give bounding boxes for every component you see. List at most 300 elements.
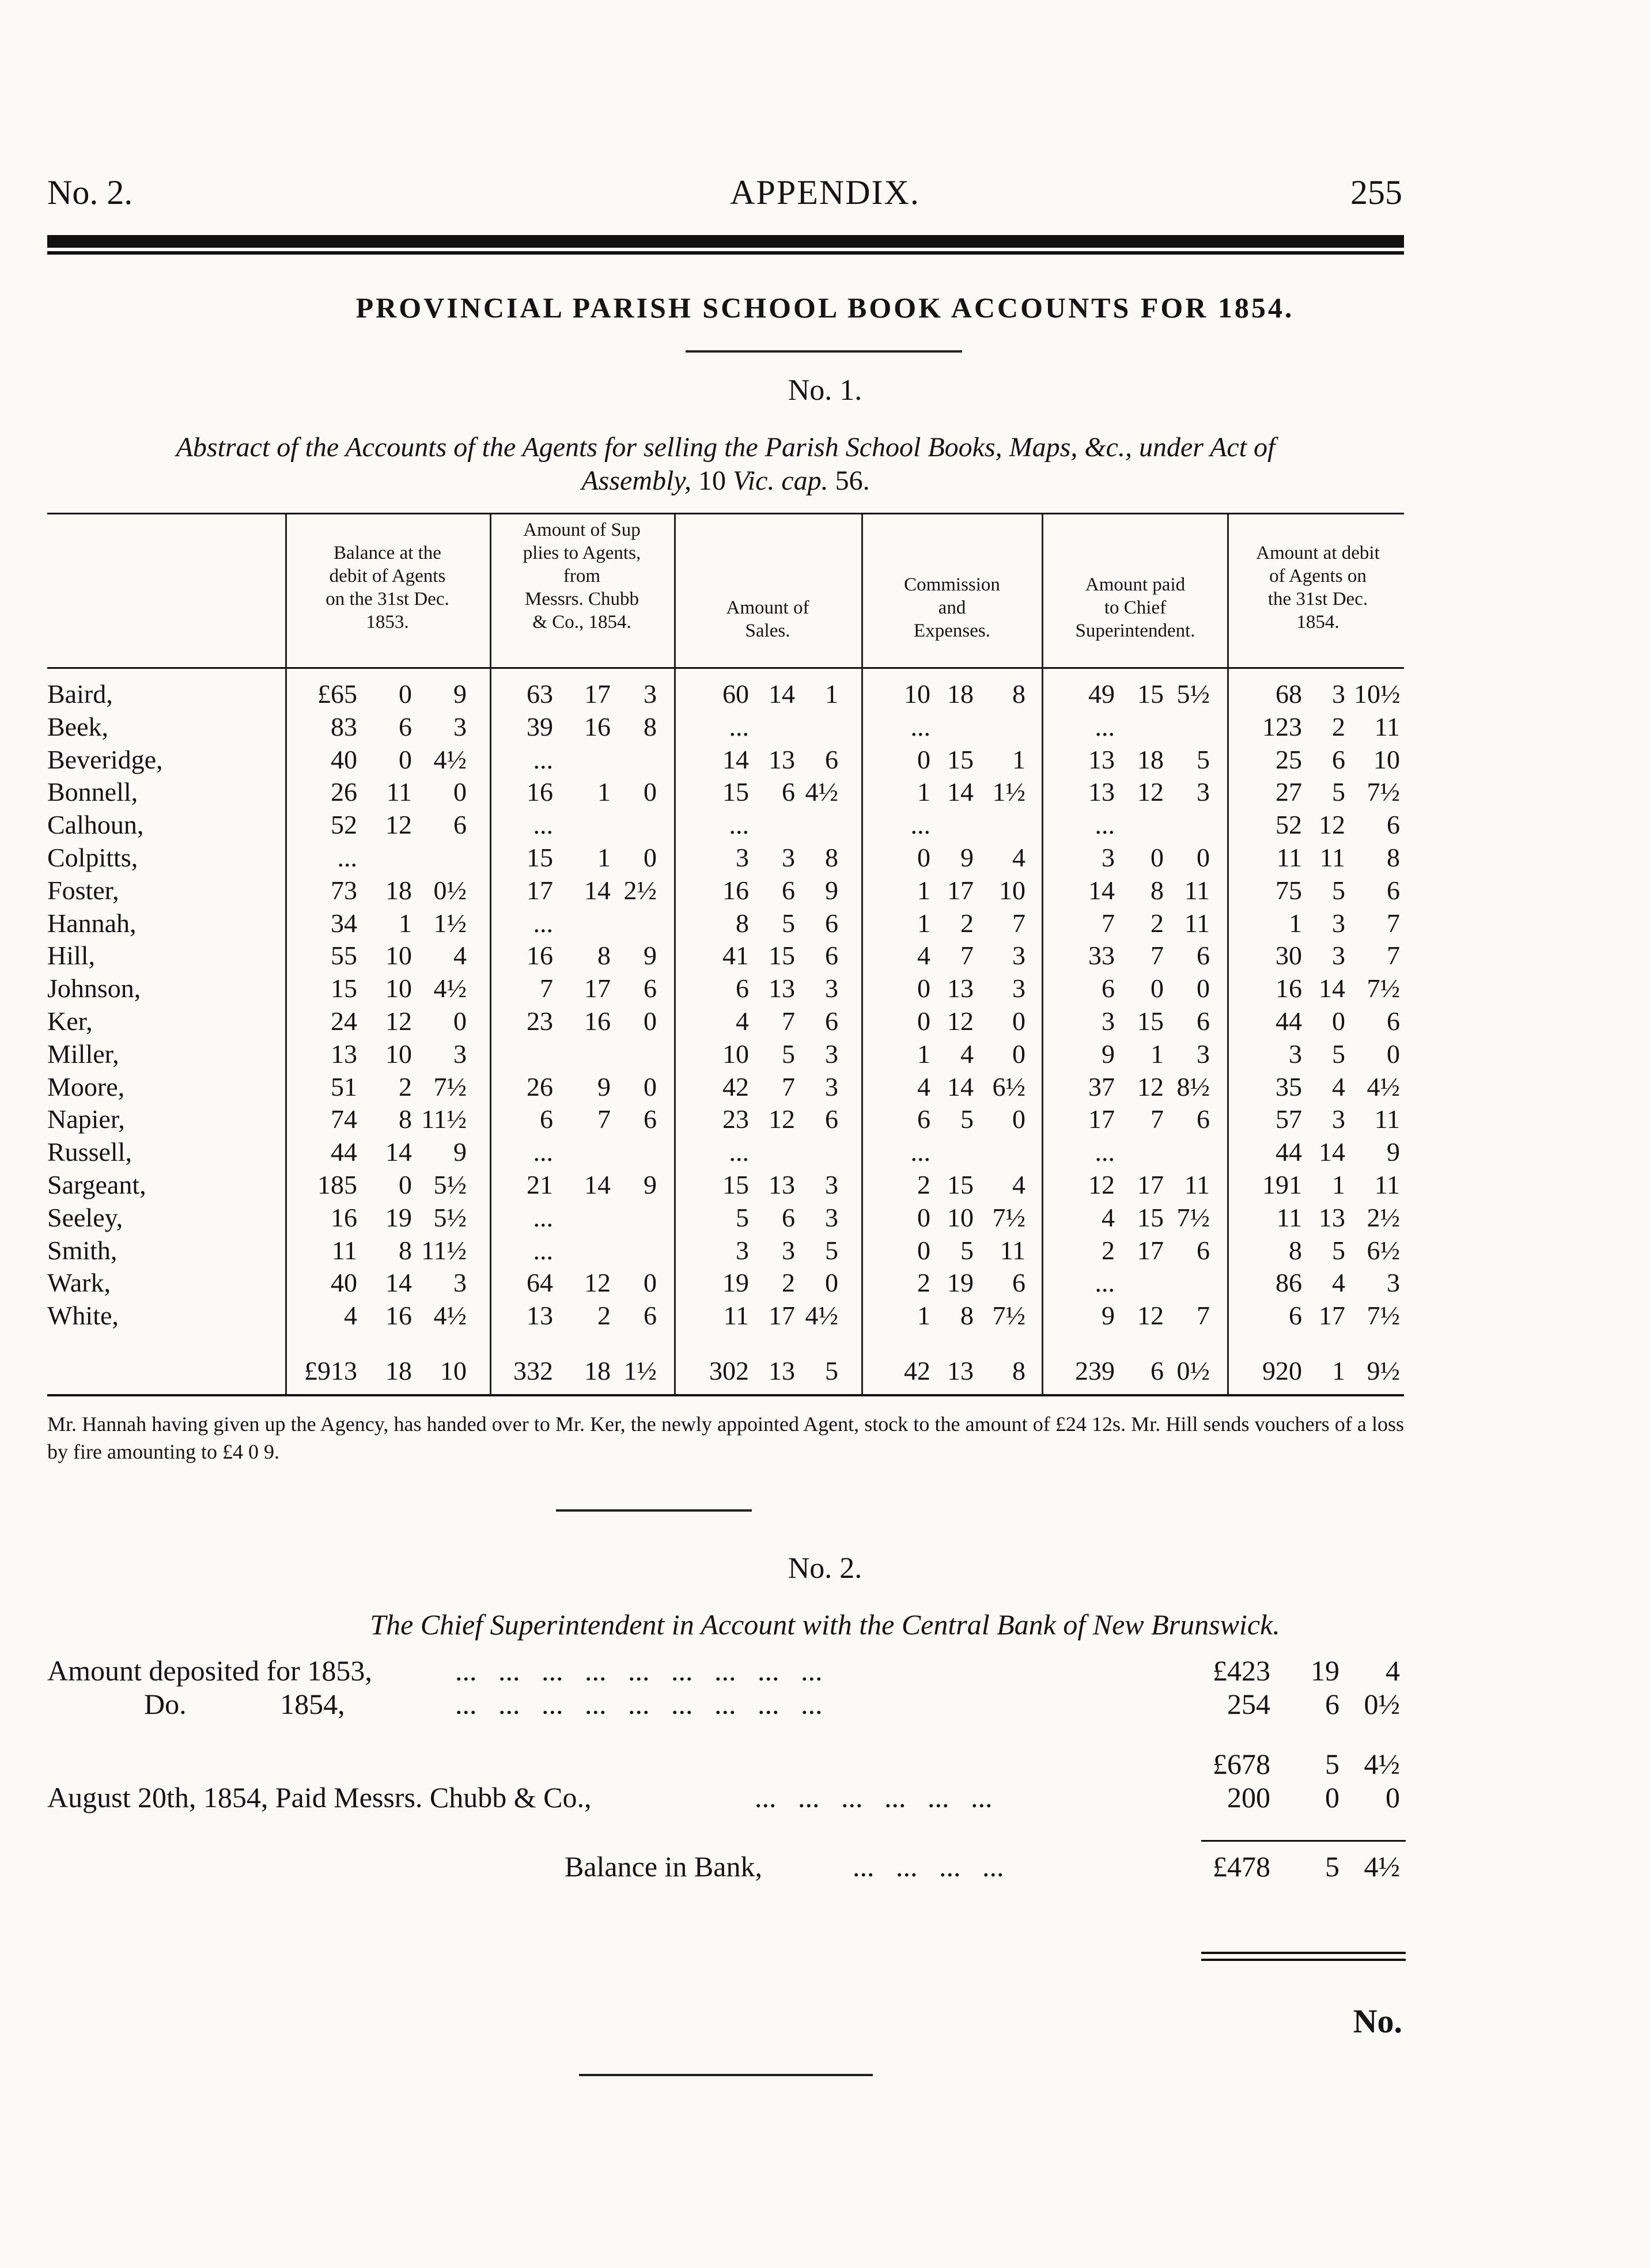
pounds-cell: 9 [1102,1039,1115,1069]
pounds-cell: 4 [344,1301,357,1331]
shillings-cell: 17 [1137,1170,1164,1199]
pounds-cell: 17 [1088,1104,1115,1134]
shillings-cell: 10 [385,1039,412,1069]
pounds-cell: 41 [722,941,749,971]
pence-cell: 3 [1012,941,1025,971]
shillings-cell: 3 [1332,941,1345,971]
pence-cell: 2½ [623,875,657,905]
shillings-cell: 8 [597,941,611,971]
pence-cell: 4½ [1364,1850,1400,1883]
pounds-cell: 3 [1289,1039,1302,1069]
shillings-cell: 6 [1151,1356,1164,1385]
column-header-sales: Amount of Sales. [726,597,809,641]
pence-cell: 7½ [1367,777,1400,807]
pence-cell: 9 [644,941,657,971]
shillings-cell: 17 [1319,1301,1345,1331]
pounds-cell: 254 [1227,1688,1270,1720]
pounds-cell: 3 [736,843,749,872]
pence-cell: 3 [644,679,657,709]
shillings-cell: 14 [584,1170,611,1199]
pounds-cell: 74 [331,1104,357,1134]
pence-cell: 3 [825,1039,838,1069]
table-row [0,1235,1650,1267]
shillings-cell: 7 [1151,941,1164,971]
pence-cell: 8½ [1176,1071,1210,1101]
shillings-cell: 2 [960,908,974,938]
sum-rule [1201,1840,1406,1842]
shillings-cell: 15 [1137,1202,1164,1232]
double-rule-top [1201,1952,1406,1954]
pounds-cell: 33 [1088,941,1115,971]
table-row [0,875,1650,907]
pence-cell: 4 [1012,843,1025,872]
pounds-cell: 57 [1276,1104,1302,1134]
shillings-cell: 2 [1151,908,1164,938]
pounds-cell: ... [533,744,553,774]
shillings-cell: 8 [960,1301,974,1331]
pence-cell: 4½ [805,777,838,807]
shillings-cell: 15 [769,941,795,971]
pounds-cell: £913 [304,1356,357,1385]
shillings-cell: 17 [584,974,611,1004]
pence-cell: 6½ [1367,1235,1400,1265]
pounds-cell: 60 [722,679,749,709]
table-row [0,711,1650,744]
pence-cell: 0 [644,777,657,807]
pounds-cell: 19 [722,1268,749,1298]
pence-cell: 4½ [1367,1071,1400,1101]
shillings-cell: 15 [947,744,974,774]
pence-cell: 9 [825,875,838,905]
shillings-cell: 14 [947,777,974,807]
agent-name: Beek, [47,711,109,741]
pounds-cell: ... [910,711,930,741]
pence-cell: 11 [1184,1170,1210,1199]
shillings-cell: 12 [584,1268,611,1298]
pence-cell: 6 [644,1301,657,1331]
pence-cell: 0½ [1364,1688,1400,1720]
pounds-cell: 52 [1276,810,1302,840]
shillings-cell: 8 [1151,875,1164,905]
shillings-cell: 2 [782,1268,795,1298]
pounds-cell: 21 [527,1170,553,1199]
pounds-cell: 16 [722,875,749,905]
pounds-cell: 1 [917,1301,930,1331]
pence-cell: 4 [1012,1170,1025,1199]
pounds-cell: 3 [1102,1006,1115,1036]
pence-cell: 0 [825,1268,838,1298]
table-row [0,1104,1650,1136]
pounds-cell: 25 [1276,744,1302,774]
pounds-cell: 4 [1102,1202,1115,1232]
shillings-cell: 12 [1137,1301,1164,1331]
shillings-cell: 12 [947,1006,974,1036]
pence-cell: 9 [1387,1137,1400,1167]
table-bottom-rule [47,1394,1404,1396]
agent-name: Russell, [47,1137,132,1167]
shillings-cell: 5 [1332,1235,1345,1265]
account-line [0,1747,1650,1779]
pence-cell: 6 [1197,941,1210,971]
pounds-cell: £65 [317,679,357,709]
pence-cell: 5½ [1176,679,1210,709]
pounds-cell: 17 [527,875,553,905]
agent-name: Miller, [47,1039,119,1069]
pence-cell: 6 [1387,875,1400,905]
pounds-cell: ... [729,1137,749,1167]
pounds-cell: 27 [1276,777,1302,807]
shillings-cell: 16 [385,1301,412,1331]
agent-name: Baird, [47,679,113,709]
pence-cell: 8 [1012,1356,1025,1385]
shillings-cell: 9 [597,1071,611,1101]
shillings-cell: 1 [399,908,412,938]
table-row [0,1071,1650,1104]
shillings-cell: 17 [1137,1235,1164,1265]
pence-cell: 1½ [433,908,467,938]
pence-cell: 0 [1012,1006,1025,1036]
pence-cell: 11½ [421,1235,467,1265]
shillings-cell: 17 [584,679,611,709]
pence-cell: 6 [825,941,838,971]
pounds-cell: 42 [904,1356,930,1385]
shillings-cell: 1 [1332,1356,1345,1385]
pounds-cell: 2 [917,1170,930,1199]
pence-cell: 6 [825,908,838,938]
pence-cell: 8 [644,711,657,741]
pounds-cell: 0 [917,1235,930,1265]
pounds-cell: 51 [331,1071,357,1101]
pounds-cell: 0 [917,1202,930,1232]
pence-cell: 6½ [992,1071,1025,1101]
pence-cell: 4 [453,941,467,971]
shillings-cell: 10 [947,1202,974,1232]
shillings-cell: 0 [399,744,412,774]
shillings-cell: 9 [960,843,974,872]
shillings-cell: 13 [947,1356,974,1385]
shillings-cell: 11 [1319,843,1345,872]
shillings-cell: 13 [947,974,974,1004]
pence-cell: 11 [1000,1235,1025,1265]
shillings-cell: 12 [1137,1071,1164,1101]
pence-cell: 3 [1387,1268,1400,1298]
shillings-cell: 16 [584,711,611,741]
pounds-cell: 40 [331,1268,357,1298]
shillings-cell: 3 [1332,1104,1345,1134]
pence-cell: 4 [1386,1654,1400,1687]
pounds-cell: 12 [1088,1170,1115,1199]
pence-cell: 0 [1387,1039,1400,1069]
pence-cell: 3 [453,1039,467,1069]
shillings-cell: 1 [1151,1039,1164,1069]
pence-cell: 3 [1012,974,1025,1004]
shillings-cell: 14 [584,875,611,905]
table-row [0,1169,1650,1202]
totals-row [0,1356,1650,1388]
pence-cell: 0 [1197,843,1210,872]
column-header-supplies: Amount of Sup plies to Agents, from Messrs. Chubb & Co., 1854. [523,520,641,633]
pounds-cell: ... [1095,711,1115,741]
shillings-cell: 19 [385,1202,412,1232]
header-rule [47,235,1404,248]
agent-name: Johnson, [47,974,141,1004]
pence-cell: 7½ [1367,1301,1400,1331]
pounds-cell: ... [729,711,749,741]
pence-cell: 6 [825,1104,838,1134]
pounds-cell: 9 [1102,1301,1115,1331]
pounds-cell: 13 [527,1301,553,1331]
table-row [0,1137,1650,1169]
pounds-cell: 200 [1227,1781,1270,1813]
pounds-cell: 1 [917,908,930,938]
shillings-cell: 18 [584,1356,611,1385]
pence-cell: 4½ [1364,1748,1400,1780]
pounds-cell: 13 [1088,744,1115,774]
shillings-cell: 15 [1137,679,1164,709]
shillings-cell: 18 [385,875,412,905]
pence-cell: 11 [1374,1104,1400,1134]
pence-cell: 11 [1374,711,1400,741]
agent-name: Hannah, [47,908,137,938]
shillings-cell: 7 [597,1104,611,1134]
pounds-cell: 16 [1276,974,1302,1004]
pence-cell: 8 [1387,843,1400,872]
pence-cell: 0 [644,1268,657,1298]
account-line [0,1653,1650,1686]
pence-cell: 3 [825,1071,838,1101]
pence-cell: 6 [1197,1006,1210,1036]
account-line-label: August 20th, 1854, Paid Messrs. Chubb & Co., [47,1781,592,1813]
section1-abstract: Abstract of the Accounts of the Agents for selling the Parish School Books, Maps, &c., under Act of Assembly, 10 Vic. cap. 56. [176,432,1276,496]
pounds-cell: 37 [1088,1071,1115,1101]
pounds-cell: ... [533,1137,553,1167]
pounds-cell: 920 [1262,1356,1302,1385]
running-head: APPENDIX. [730,173,920,211]
pounds-cell: 26 [527,1071,553,1101]
shillings-cell: 15 [1137,1006,1164,1036]
shillings-cell: 19 [947,1268,974,1298]
agent-name: Hill, [47,941,96,971]
shillings-cell: 0 [1325,1781,1339,1813]
pounds-cell: 15 [527,843,553,872]
pence-cell: 7 [1387,941,1400,971]
shillings-cell: 17 [947,875,974,905]
pence-cell: 6 [825,1006,838,1036]
pounds-cell: 52 [331,810,357,840]
shillings-cell: 4 [1332,1268,1345,1298]
leader-dots: ... ... ... ... ... ... [755,1781,993,1813]
agent-name: Calhoun, [47,810,144,840]
pounds-cell: 15 [722,1170,749,1199]
shillings-cell: 4 [1332,1071,1345,1101]
pounds-cell: 49 [1088,679,1115,709]
pounds-cell: ... [1095,810,1115,840]
pounds-cell: 3 [1102,843,1115,872]
pounds-cell: 11 [331,1235,357,1265]
account-line [0,1780,1650,1812]
pounds-cell: 0 [917,744,930,774]
shillings-cell: 1 [597,777,611,807]
shillings-cell: 14 [1319,1137,1345,1167]
shillings-cell: 3 [1332,908,1345,938]
shillings-cell: 1 [597,843,611,872]
shillings-cell: 5 [960,1235,974,1265]
pounds-cell: 6 [1289,1301,1302,1331]
pence-cell: 3 [825,1202,838,1232]
pounds-cell: 35 [1276,1071,1302,1101]
pounds-cell: 5 [736,1202,749,1232]
pounds-cell: ... [1095,1137,1115,1167]
pence-cell: 7 [1387,908,1400,938]
pence-cell: 0½ [433,875,467,905]
pence-cell: 7½ [992,1301,1025,1331]
section2-number: No. 2. [788,1552,862,1585]
shillings-cell: 12 [1319,810,1345,840]
shillings-cell: 12 [1137,777,1164,807]
pence-cell: 1 [1012,744,1025,774]
agent-name: Foster, [47,875,119,905]
shillings-cell: 19 [1311,1654,1339,1687]
pence-cell: 7 [1197,1301,1210,1331]
shillings-cell: 7 [782,1006,795,1036]
pence-cell: 3 [1197,1039,1210,1069]
pence-cell: 9 [644,1170,657,1199]
pounds-cell: ... [910,810,930,840]
shillings-cell: 5 [1325,1748,1339,1780]
shillings-cell: 16 [584,1006,611,1036]
table-header-rule [47,667,1404,669]
pence-cell: 3 [1197,777,1210,807]
pounds-cell: 239 [1075,1356,1115,1385]
shillings-cell: 6 [1332,744,1345,774]
pounds-cell: 123 [1262,711,1302,741]
pence-cell: 3 [825,1170,838,1199]
agent-name: Beveridge, [47,744,163,774]
pounds-cell: 4 [917,1071,930,1101]
pence-cell: 6 [1197,1235,1210,1265]
pounds-cell: 1 [917,875,930,905]
pence-cell: 5½ [433,1170,467,1199]
pounds-cell: 73 [331,875,357,905]
pence-cell: 4½ [805,1301,838,1331]
pounds-cell: £423 [1213,1654,1270,1687]
shillings-cell: 7 [960,941,974,971]
pounds-cell: 34 [331,908,357,938]
shillings-cell: 14 [385,1137,412,1167]
agent-name: Smith, [47,1235,118,1265]
pence-cell: 0 [453,1006,467,1036]
pence-cell: 7½ [1176,1202,1210,1232]
shillings-cell: 10 [385,974,412,1004]
pounds-cell: 44 [331,1137,357,1167]
pence-cell: 1½ [623,1356,657,1385]
shillings-cell: 0 [1151,974,1164,1004]
pence-cell: 0 [1012,1104,1025,1134]
shillings-cell: 13 [769,1170,795,1199]
agent-name: Bonnell, [47,777,138,807]
pounds-cell: 75 [1276,875,1302,905]
pence-cell: 10 [1373,744,1400,774]
agent-name: Seeley, [47,1202,123,1232]
pounds-cell: 8 [736,908,749,938]
pounds-cell: 10 [904,679,930,709]
page-number: 255 [1350,173,1402,211]
shillings-cell: 6 [782,777,795,807]
column-header-balance-1853: Balance at the debit of Agents on the 31st Dec. 1853. [326,543,449,633]
pence-cell: 0 [1012,1039,1025,1069]
pence-cell: 0 [644,1071,657,1101]
leader-dots: ... ... ... ... ... ... ... ... ... [455,1688,823,1720]
pence-cell: 2½ [1367,1202,1400,1232]
table-row [0,1006,1650,1038]
pounds-cell: 14 [722,744,749,774]
pence-cell: 6 [1197,1104,1210,1134]
shillings-cell: 5 [1332,875,1345,905]
pence-cell: 6 [1387,810,1400,840]
pounds-cell: 23 [527,1006,553,1036]
shillings-cell: 6 [399,711,412,741]
pounds-cell: ... [533,908,553,938]
leader-dots: ... ... ... ... [853,1850,1004,1883]
shillings-cell: 12 [769,1104,795,1134]
table-top-rule [47,513,1404,514]
table-row [0,940,1650,972]
pounds-cell: 23 [722,1104,749,1134]
pounds-cell: 332 [513,1356,553,1385]
column-header-paid-superintendent: Amount paid to Chief Superintendent. [1075,574,1195,641]
pence-cell: 1½ [992,777,1025,807]
pounds-cell: 86 [1276,1268,1302,1298]
column-header-balance-1854: Amount at debit of Agents on the 31st Dec. 1854. [1256,543,1380,633]
pounds-cell: 6 [917,1104,930,1134]
pounds-cell: 6 [1102,974,1115,1004]
shillings-cell: 0 [399,679,412,709]
account-line-label: Do. 1854, [144,1688,345,1720]
pounds-cell: 2 [917,1268,930,1298]
shillings-cell: 5 [782,1039,795,1069]
pounds-cell: ... [533,810,553,840]
pounds-cell: ... [1095,1268,1115,1298]
table-row [0,842,1650,874]
table-row [0,1039,1650,1071]
shillings-cell: 0 [1332,1006,1345,1036]
shillings-cell: 10 [385,941,412,971]
pounds-cell: 44 [1276,1137,1302,1167]
pence-cell: 6 [644,974,657,1004]
shillings-cell: 15 [947,1170,974,1199]
pounds-cell: 7 [540,974,553,1004]
title-divider [686,350,962,353]
pounds-cell: 1 [1289,908,1302,938]
shillings-cell: 13 [769,744,795,774]
pounds-cell: 6 [736,974,749,1004]
pence-cell: 5 [825,1235,838,1265]
leader-dots: ... ... ... ... ... ... ... ... ... [455,1654,823,1687]
pounds-cell: 24 [331,1006,357,1036]
pounds-cell: ... [533,1202,553,1232]
agent-name: Sargeant, [47,1170,146,1199]
shillings-cell: 5 [960,1104,974,1134]
pounds-cell: 11 [1276,1202,1302,1232]
table-row [0,908,1650,940]
agent-name: Napier, [47,1104,125,1134]
shillings-cell: 14 [769,679,795,709]
pounds-cell: 15 [722,777,749,807]
shillings-cell: 4 [960,1039,974,1069]
table-row [0,1202,1650,1235]
pounds-cell: 0 [917,974,930,1004]
pounds-cell: 302 [709,1356,749,1385]
